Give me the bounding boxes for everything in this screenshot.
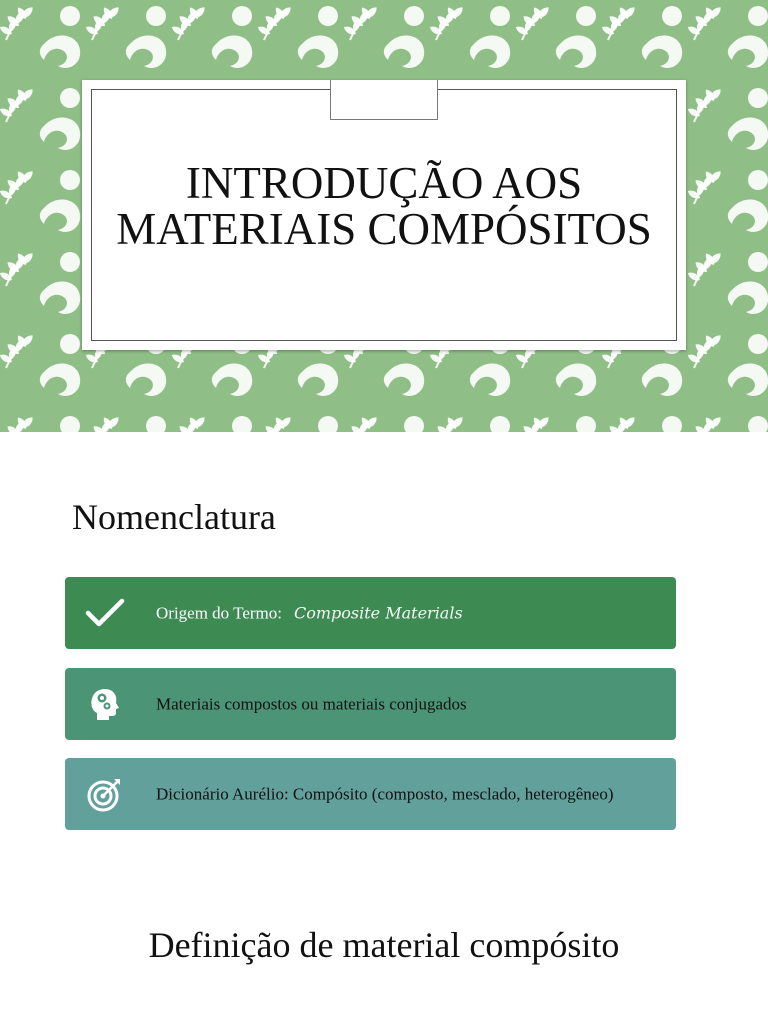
- dictionary-label: Dicionário Aurélio: Compósito (composto, mesclado, heterogêneo): [156, 784, 614, 804]
- title-card: [82, 80, 686, 350]
- list-item-dictionary: [65, 758, 676, 830]
- origin-label: Origem do Termo:: [156, 603, 282, 623]
- title-notch: [330, 80, 438, 120]
- title-slide: [0, 0, 768, 432]
- list-item-origin: [65, 577, 676, 649]
- target-arrow-icon: [85, 774, 125, 814]
- slide-title-line-2: MATERIAIS COMPÓSITOS: [116, 204, 652, 254]
- checkmark-icon: [85, 593, 125, 633]
- list-item-compounds: [65, 668, 676, 740]
- compounds-label: Materiais compostos ou materiais conjugados: [156, 694, 467, 714]
- nomenclature-slide: [0, 432, 768, 1024]
- section-heading: Nomenclatura: [72, 497, 276, 537]
- origin-term: Composite Materials: [293, 603, 463, 623]
- head-gears-icon: [85, 684, 125, 724]
- definition-heading: Definição de material compósito: [148, 925, 620, 965]
- slide-title: [82, 160, 686, 252]
- slide-title-line-1: INTRODUÇÃO AOS: [185, 158, 583, 208]
